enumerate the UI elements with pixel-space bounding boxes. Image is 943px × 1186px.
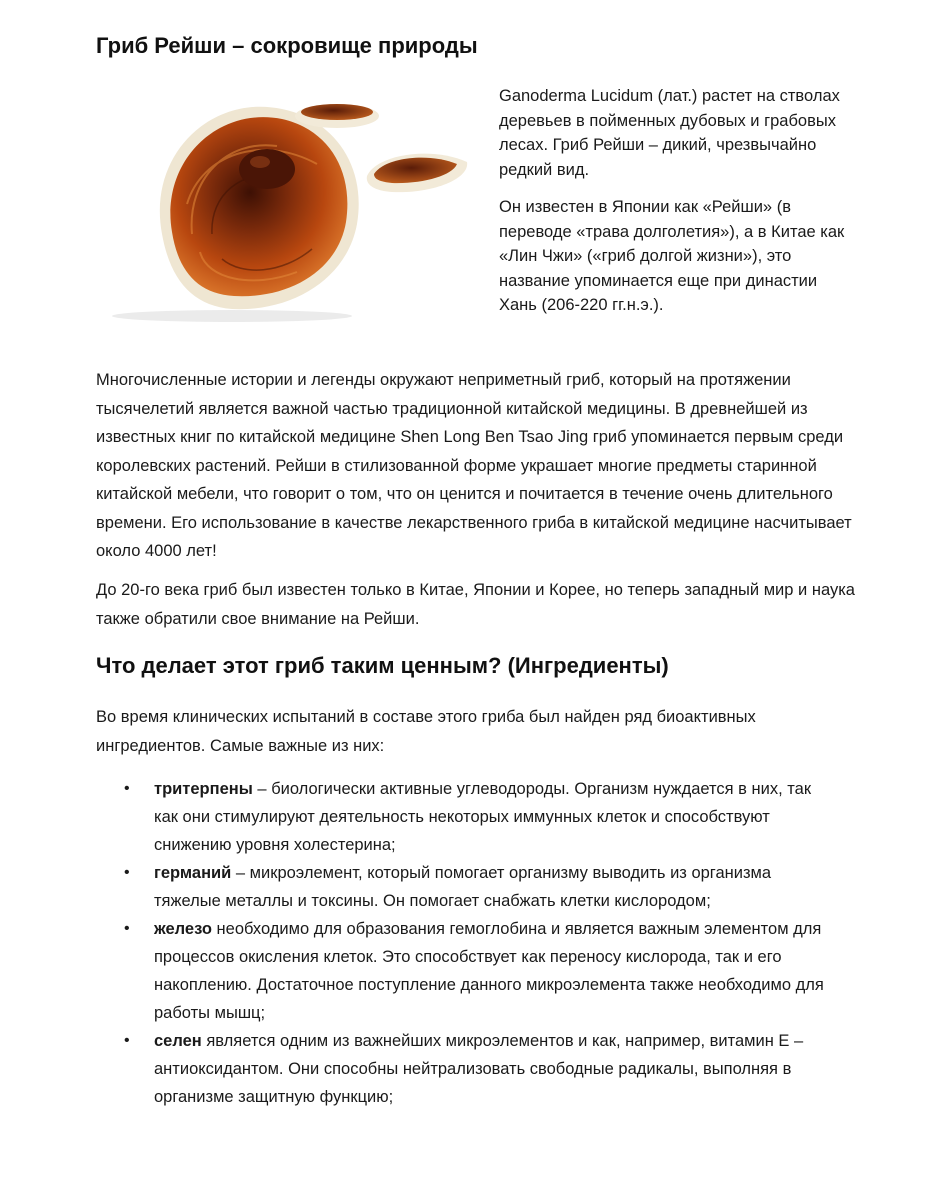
ingredient-desc: – микроэлемент, который помогает организму выводить из организма тяжелые металлы и токсины. Он помогает снабжать клетки кислородом; [154,864,772,910]
list-item [96,915,836,1027]
section-intro [96,703,856,760]
paragraph-west: До 20-го века гриб был известен только в Китае, Японии и Корее, но теперь западный мир и наука также обратили свое внимание на Рейши. [96,581,855,628]
list-item [96,859,836,915]
ingredient-desc: является одним из важнейших микроэлементов и как, например, витамин Е – антиоксидантом. Они способны нейтрализовать свободные радикалы, выполняя в организме защитную функцию; [154,1032,804,1106]
body-paragraph [96,366,856,566]
ingredient-desc: необходимо для образования гемоглобина и является важным элементом для процессов окисления клеток. Это способствует как переносу кислорода, так и его накоплению. Достаточное поступление данного микроэлемента также необходимо для работы мышц; [154,920,824,1022]
ingredient-term: тритерпены [154,780,253,798]
bullet-icon: • [124,1032,130,1049]
section-title: Что делает этот гриб таким ценным? (Ингредиенты) [96,653,669,678]
page-title: Гриб Рейши – сокровище природы [96,33,478,58]
section-intro-text: Во время клинических испытаний в составе этого гриба был найден ряд биоактивных ингредиентов. Самые важные из них: [96,708,756,755]
intro-paragraph: Ganoderma Lucidum (лат.) растет на стволах деревьев в пойменных дубовых и грабовых лесах. Гриб Рейши – дикий, чрезвычайно редкий вид. [499,87,840,179]
ingredient-term: селен [154,1032,202,1050]
bullet-icon: • [124,920,130,937]
reishi-mushroom-illustration [92,84,487,324]
ingredient-desc: – биологически активные углеводороды. Организм нуждается в них, так как они стимулируют деятельность некоторых иммунных клеток и способствуют снижению уровня холестерина; [154,780,812,854]
body-paragraph [96,576,856,633]
bullet-icon: • [124,780,130,797]
ingredient-term: германий [154,864,232,882]
list-item [96,775,836,859]
ingredient-term: железо [154,920,212,938]
intro-text [499,84,859,331]
list-item [96,1027,836,1111]
ingredients-list [96,775,836,1111]
paragraph-history: Многочисленные истории и легенды окружают неприметный гриб, который на протяжении тысячелетий является важной частью традиционной китайской медицины. В древнейшей из известных книг по китайской медицине Shen Long Ben Tsao Jing гриб упоминается первым среди королевских растений. Рейши в стилизованной форме украшает многие предметы старинной китайской мебели, что говорит о том, что он ценится и почитается в течение очень длительного времени. Его использование в качестве лекарственного гриба в китайской медицине насчитывает около 4000 лет! [96,371,852,560]
bullet-icon: • [124,864,130,881]
intro-paragraph: Он известен в Японии как «Рейши» (в переводе «трава долголетия»), а в Китае как «Лин Чжи» («гриб долгой жизни»), это название упоминается еще при династии Хань (206-220 гг.н.э.). [499,198,845,314]
